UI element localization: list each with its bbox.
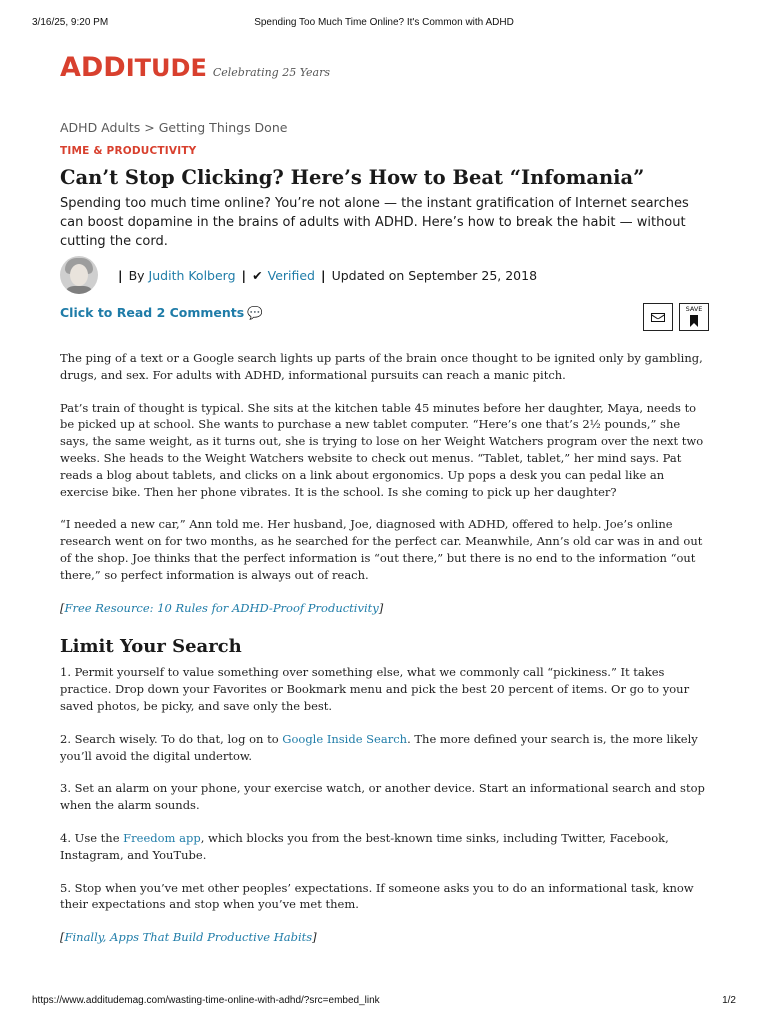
list-item-5: 5. Stop when you’ve met other peoples’ expectations. If someone asks you to do an informational task, know their expectations and stop when you’ve met them.	[60, 880, 694, 912]
paragraph-2: Pat’s train of thought is typical. She sits at the kitchen table 45 minutes before her daughter, Maya, needs to be picked up at school. She wants to purchase a new tablet computer. “Here’s one that’s 2½ pounds,” she says, the same weight, as it turns out, she is trying to lose on her Weight Watchers program over the next two weeks. She heads to the Weight Watchers website to check out menus. “Tablet, tablet,” her mind says. Pat reads a blog about tablets, and clicks on a link about ergonomics. Up pops a desk you can pedal like an exercise bike. Then her phone vibrates. It is the school. Is she coming to pick up her daughter?	[60, 400, 704, 499]
breadcrumb	[60, 120, 710, 138]
section-heading: Limit Your Search	[60, 636, 242, 658]
comments-label: Click to Read 2 Comments	[60, 305, 245, 320]
item-4-post: , which blocks you from the best-known time sinks, including Twitter, Facebook, Instagram, and YouTube.	[60, 830, 669, 862]
byline	[60, 255, 710, 295]
logo-add: ADD	[60, 52, 126, 83]
resource-2-text[interactable]: Finally, Apps That Build Productive Habits	[64, 930, 313, 945]
breadcrumb-parent[interactable]: ADHD Adults	[60, 120, 141, 135]
list-item-1: 1. Permit yourself to value something over something else, what we commonly call “pickiness.” It takes practice. Drop down your Favorites or Bookmark menu and pick the best 20 percent of items. Or go to your saved photos, be picky, and save only the best.	[60, 665, 690, 713]
author-avatar	[60, 256, 98, 294]
additude-logo[interactable]	[60, 52, 207, 83]
print-url: https://www.additudemag.com/wasting-time-online-with-adhd/?src=embed_link	[32, 995, 380, 1006]
updated-date: Updated on September 25, 2018	[331, 267, 538, 283]
speech-bubble-icon: 💬	[247, 305, 263, 320]
byline-by: By	[128, 267, 145, 283]
tagline: Celebrating 25 Years	[212, 66, 330, 79]
paragraph-3: “I needed a new car,” Ann told me. Her husband, Joe, diagnosed with ADHD, offered to help. Joe’s online research went on for two months, as he searched for the perfect car. Meanwhile, Ann’s old car was in and out of the shop. Joe thinks that the perfect information is “out there,” but there is no end to the information “out there,” so perfect information is always out of reach.	[60, 517, 703, 582]
verified-link[interactable]: Verified	[267, 267, 315, 283]
print-doc-title: Spending Too Much Time Online? It's Common with ADHD	[254, 17, 514, 28]
list-item-4	[60, 830, 710, 864]
save-button[interactable]	[679, 303, 709, 331]
category-label[interactable]: TIME & PRODUCTIVITY	[60, 145, 197, 157]
print-page-number: 1/2	[722, 995, 736, 1006]
email-button[interactable]	[643, 303, 673, 331]
item-4-pre: 4. Use the	[60, 830, 124, 845]
byline-divider: |	[241, 267, 247, 283]
resource-1-text[interactable]: Free Resource: 10 Rules for ADHD-Proof Productivity	[64, 600, 379, 615]
logo-rest: ITUDE	[125, 54, 207, 82]
breadcrumb-separator: >	[144, 120, 155, 135]
list-item-3: 3. Set an alarm on your phone, your exercise watch, or another device. Start an informational search and stop when the alarm sounds.	[60, 781, 705, 813]
save-label: SAVE	[685, 305, 703, 313]
envelope-icon	[651, 313, 665, 322]
byline-divider: |	[118, 267, 123, 283]
freedom-app-link[interactable]: Freedom app	[123, 830, 201, 845]
bookmark-icon	[690, 315, 698, 327]
breadcrumb-current[interactable]: Getting Things Done	[158, 120, 288, 135]
print-footer	[0, 995, 768, 1009]
author-link[interactable]: Judith Kolberg	[148, 267, 236, 283]
article	[60, 52, 710, 946]
resource-link-1[interactable]: [Free Resource: 10 Rules for ADHD-Proof Productivity]	[60, 600, 384, 615]
article-title: Can’t Stop Clicking? Here’s How to Beat “Infomania”	[60, 166, 645, 189]
print-datetime: 3/16/25, 9:20 PM	[32, 17, 109, 28]
item-2-post: . The more defined your search is, the more likely you’ll avoid the digital undertow.	[60, 731, 698, 763]
article-dek: Spending too much time online? You’re not alone — the instant gratification of Internet searches can boost dopamine in the brains of adults with ADHD. Here’s how to break the habit — without cutting the cord.	[60, 196, 689, 249]
print-header	[0, 17, 768, 31]
comments-link[interactable]	[60, 305, 263, 321]
paragraph-1: The ping of a text or a Google search lights up parts of the brain once thought to be ignited only by gambling, drugs, and sex. For adults with ADHD, informational pursuits can reach a manic pitch.	[60, 351, 703, 382]
google-inside-search-link[interactable]: Google Inside Search	[282, 731, 408, 746]
comments-row	[60, 301, 710, 339]
brand-row	[60, 52, 710, 90]
byline-divider: |	[321, 267, 326, 283]
list-item-2	[60, 731, 710, 765]
item-2-pre: 2. Search wisely. To do that, log on to	[60, 731, 283, 746]
check-icon: ✔	[252, 267, 263, 283]
article-body	[60, 350, 710, 946]
resource-link-2[interactable]: [Finally, Apps That Build Productive Habits]	[60, 930, 317, 945]
